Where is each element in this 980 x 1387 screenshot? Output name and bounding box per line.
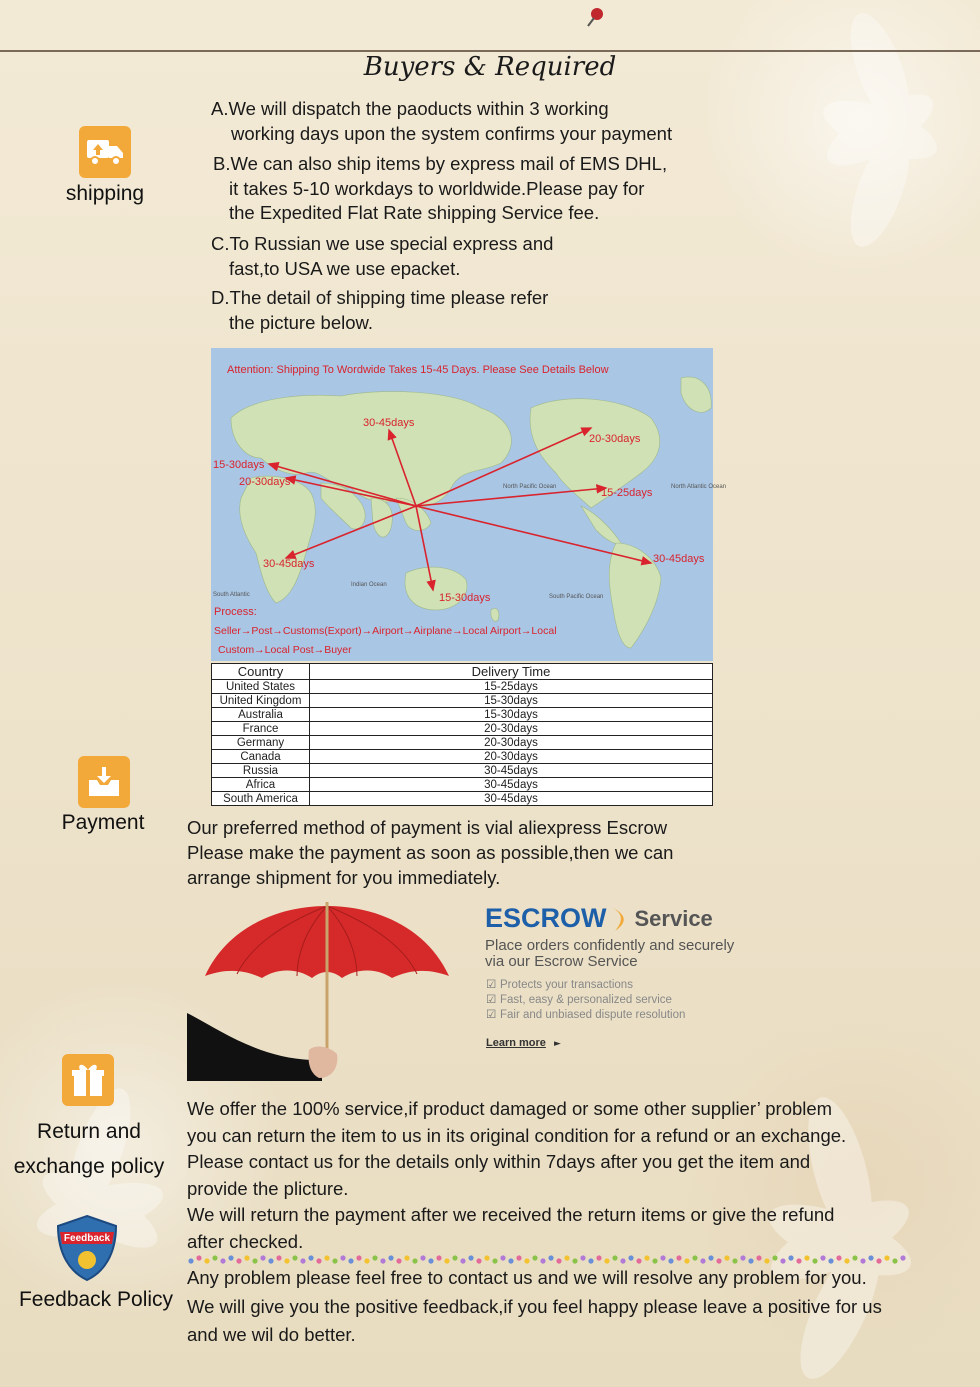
bead [612, 1255, 617, 1260]
route-line [416, 506, 651, 563]
country-cell: Canada [212, 750, 310, 764]
escrow-service: Service [634, 905, 713, 931]
return-icon-box [62, 1054, 114, 1106]
bead [700, 1258, 705, 1263]
bead [708, 1255, 713, 1260]
shipping-text: D.The detail of shipping time please refer [211, 287, 549, 308]
bead [652, 1258, 657, 1263]
bead [404, 1255, 409, 1260]
feedback-label: Feedback Policy [18, 1288, 174, 1311]
route-label: 20-30days [239, 476, 291, 488]
bead [556, 1258, 561, 1263]
bead [836, 1255, 841, 1260]
learn-more-link[interactable] [486, 1031, 561, 1050]
table-row [212, 722, 713, 736]
bead [444, 1258, 449, 1263]
bead [828, 1258, 833, 1263]
route-label: 30-45days [363, 417, 415, 429]
route-label: 15-25days [601, 487, 653, 499]
escrow-bullets [486, 978, 746, 1023]
bead [324, 1255, 329, 1260]
country-cell: Russia [212, 764, 310, 778]
return-label-line: exchange policy [13, 1155, 165, 1178]
table-row [212, 708, 713, 722]
route-label: 30-45days [653, 553, 705, 565]
return-line: after checked. [187, 1230, 304, 1252]
table-header-row [212, 664, 713, 680]
shipping-text: the picture below. [229, 311, 373, 333]
table-row [212, 736, 713, 750]
shipping-text: B.We can also ship items by express mail of EMS DHL, [213, 153, 668, 174]
return-line: We offer the 100% service,if product damaged or some other supplier’ problem [187, 1098, 833, 1119]
bead [596, 1255, 601, 1260]
bead [820, 1255, 825, 1260]
bead [412, 1258, 417, 1263]
bead [316, 1258, 321, 1263]
shipping-item-a [211, 97, 731, 146]
bead [684, 1258, 689, 1263]
bead [516, 1255, 521, 1260]
bead [196, 1255, 201, 1260]
bead [252, 1258, 257, 1263]
learn-more-text[interactable]: Learn more [486, 1037, 546, 1049]
bead [636, 1258, 641, 1263]
country-cell: United States [212, 680, 310, 694]
bead [900, 1255, 905, 1260]
bead [724, 1255, 729, 1260]
bead [396, 1258, 401, 1263]
country-cell: Africa [212, 778, 310, 792]
checkbox-icon: ☑ [486, 979, 497, 991]
download-box-icon [86, 764, 122, 800]
bead [532, 1255, 537, 1260]
bead [436, 1255, 441, 1260]
return-label [4, 1114, 174, 1184]
bead [812, 1258, 817, 1263]
escrow-bullet [486, 993, 746, 1008]
bead [268, 1258, 273, 1263]
bead [188, 1258, 193, 1263]
delivery-cell: 30-45days [310, 778, 713, 792]
shipping-text: A.We will dispatch the paoducts within 3 working [211, 98, 609, 119]
return-line: Please contact us for the details only within 7days after you get the item and [187, 1151, 811, 1172]
map-attention-text: Attention: Shipping To Wordwide Takes 15-45 Days. Please See Details Below [227, 364, 609, 376]
bead [300, 1258, 305, 1263]
country-cell: South America [212, 792, 310, 806]
ocean-label: North Atlantic Ocean [671, 484, 727, 490]
process-line: Seller→Post→Customs(Export)→Airport→Airplane→Local Airport→Local [214, 625, 557, 637]
escrow-sub-line: via our Escrow Service [485, 953, 638, 970]
bead [548, 1255, 553, 1260]
delivery-time-table [211, 663, 713, 806]
bead [628, 1255, 633, 1260]
feedback-text [187, 1264, 917, 1350]
truck-icon [85, 136, 125, 168]
bead [356, 1255, 361, 1260]
bead [892, 1258, 897, 1263]
column-header: Delivery Time [310, 664, 713, 680]
return-label-line: Return and [37, 1120, 141, 1143]
bead [804, 1255, 809, 1260]
bead [428, 1258, 433, 1263]
bead [476, 1258, 481, 1263]
feedback-line: Any problem please feel free to contact us and we will resolve any problem for you. [187, 1267, 867, 1288]
bead [364, 1258, 369, 1263]
feedback-badge-icon [54, 1214, 120, 1282]
escrow-bullet [486, 978, 746, 993]
bead [380, 1258, 385, 1263]
payment-line: Please make the payment as soon as possible,then we can [187, 842, 674, 863]
bead [860, 1258, 865, 1263]
bead [524, 1258, 529, 1263]
bead [732, 1258, 737, 1263]
column-header: Country [212, 664, 310, 680]
bead [388, 1255, 393, 1260]
bead [604, 1258, 609, 1263]
bead [716, 1258, 721, 1263]
escrow-subtitle [485, 938, 785, 970]
payment-text [187, 815, 747, 890]
process-line: Custom→Local Post→Buyer [218, 644, 352, 656]
bead [644, 1255, 649, 1260]
bead [884, 1255, 889, 1260]
bead [572, 1258, 577, 1263]
bead [460, 1258, 465, 1263]
bead [372, 1255, 377, 1260]
bead [420, 1255, 425, 1260]
chevron-right-icon [609, 905, 629, 933]
shipping-label: shipping [65, 182, 145, 205]
feedback-badge-text: Feedback [63, 1233, 111, 1244]
arrow-right-icon: ► [554, 1039, 561, 1049]
bead [348, 1258, 353, 1263]
delivery-cell: 20-30days [310, 736, 713, 750]
escrow-bullet-text: Protects your transactions [500, 979, 633, 991]
escrow-title: ESCROW [485, 903, 607, 933]
bead [452, 1255, 457, 1260]
gift-icon [71, 1062, 105, 1098]
return-line: you can return the item to us in its original condition for a refund or an exchange. [187, 1124, 847, 1146]
feedback-line: We will give you the positive feedback,if you feel happy please leave a positive for us [187, 1295, 882, 1317]
escrow-logo [485, 903, 713, 934]
bead [676, 1255, 681, 1260]
umbrella-illustration [187, 898, 467, 1083]
ocean-label: Indian Ocean [351, 582, 387, 588]
return-text [187, 1096, 907, 1255]
bead [668, 1258, 673, 1263]
bead [788, 1255, 793, 1260]
delivery-cell: 20-30days [310, 750, 713, 764]
country-cell: Australia [212, 708, 310, 722]
shipping-text: C.To Russian we use special express and [211, 233, 554, 254]
bead [284, 1258, 289, 1263]
delivery-cell: 15-30days [310, 708, 713, 722]
ocean-label: North Pacific Ocean [503, 484, 557, 490]
escrow-sub-line: Place orders confidently and securely [485, 937, 735, 954]
shipping-item-c [211, 232, 731, 281]
bead [276, 1255, 281, 1260]
bead [660, 1255, 665, 1260]
delivery-cell: 15-25days [310, 680, 713, 694]
bead [468, 1255, 473, 1260]
page-title: Buyers & Required [363, 52, 617, 82]
bead [292, 1255, 297, 1260]
payment-label: Payment [61, 811, 145, 834]
bead [204, 1258, 209, 1263]
bead [588, 1258, 593, 1263]
shipping-text: fast,to USA we use epacket. [229, 257, 461, 279]
bead [844, 1258, 849, 1263]
payment-line: Our preferred method of payment is vial aliexpress Escrow [187, 817, 668, 838]
bead [500, 1255, 505, 1260]
bead [748, 1258, 753, 1263]
return-line: provide the plicture. [187, 1177, 349, 1199]
shipping-text: working days upon the system confirms your payment [231, 122, 673, 144]
shipping-icon-box [79, 126, 131, 178]
flower-decoration [770, 0, 980, 260]
return-line: We will return the payment after we received the return items or give the refund [187, 1204, 835, 1225]
table-row [212, 764, 713, 778]
bead [564, 1255, 569, 1260]
table-row [212, 694, 713, 708]
route-label: 15-30days [439, 592, 491, 604]
bead [508, 1258, 513, 1263]
bead [852, 1255, 857, 1260]
bead [692, 1255, 697, 1260]
bead [540, 1258, 545, 1263]
ocean-label: South Atlantic [213, 592, 250, 598]
country-cell: France [212, 722, 310, 736]
table-row [212, 750, 713, 764]
payment-line: arrange shipment for you immediately. [187, 867, 501, 888]
route-label: 20-30days [589, 433, 641, 445]
checkbox-icon: ☑ [486, 1009, 497, 1021]
escrow-bullet-text: Fair and unbiased dispute resolution [500, 1009, 686, 1021]
delivery-cell: 30-45days [310, 764, 713, 778]
bead [796, 1258, 801, 1263]
bead [260, 1255, 265, 1260]
delivery-cell: 15-30days [310, 694, 713, 708]
ocean-label: South Pacific Ocean [549, 594, 604, 600]
bead [580, 1255, 585, 1260]
bead [780, 1258, 785, 1263]
shipping-item-b [213, 152, 733, 226]
table-row [212, 792, 713, 806]
bead [492, 1258, 497, 1263]
bead [772, 1255, 777, 1260]
bead [340, 1255, 345, 1260]
bead [244, 1255, 249, 1260]
route-label: 30-45days [263, 558, 315, 570]
delivery-cell: 20-30days [310, 722, 713, 736]
shipping-map [211, 348, 727, 661]
shipping-text: it takes 5-10 workdays to worldwide.Please pay for [229, 177, 645, 199]
bead [212, 1255, 217, 1260]
checkbox-icon: ☑ [486, 994, 497, 1006]
bead [236, 1258, 241, 1263]
bead [484, 1255, 489, 1260]
route-label: 15-30days [213, 459, 265, 471]
bead [620, 1258, 625, 1263]
payment-icon-box [78, 756, 130, 808]
bead [332, 1258, 337, 1263]
bead [756, 1255, 761, 1260]
bead [764, 1258, 769, 1263]
bead [740, 1255, 745, 1260]
bead [228, 1255, 233, 1260]
country-cell: Germany [212, 736, 310, 750]
delivery-cell: 30-45days [310, 792, 713, 806]
country-cell: United Kingdom [212, 694, 310, 708]
table-row [212, 680, 713, 694]
shipping-text: the Expedited Flat Rate shipping Service fee. [229, 202, 600, 223]
bead [220, 1258, 225, 1263]
feedback-line: and we wil do better. [187, 1324, 356, 1345]
process-label: Process: [214, 606, 257, 618]
table-row [212, 778, 713, 792]
shipping-item-d [211, 286, 731, 335]
bead [876, 1258, 881, 1263]
escrow-bullet [486, 1008, 746, 1023]
escrow-bullet-text: Fast, easy & personalized service [500, 994, 672, 1006]
bead [308, 1255, 313, 1260]
bead [868, 1255, 873, 1260]
pushpin-icon [585, 6, 607, 28]
